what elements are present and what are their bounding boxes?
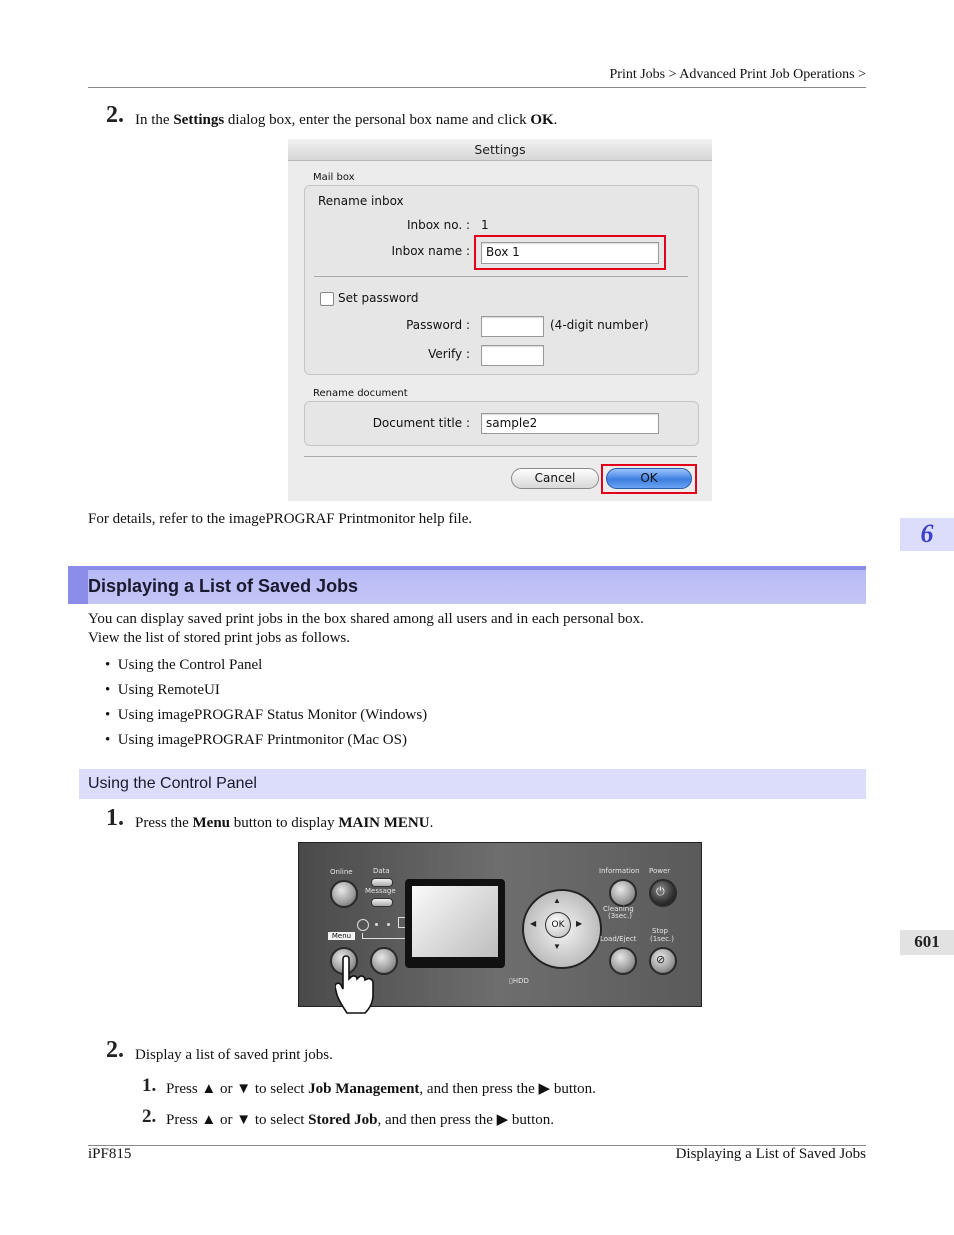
down-arrow-icon: ▼: [553, 942, 561, 951]
footer-model: iPF815: [88, 1146, 132, 1162]
inbox-name-field[interactable]: Box 1: [481, 242, 659, 264]
divider: [314, 276, 688, 277]
power-icon: ⏻: [656, 886, 665, 898]
section-title: Displaying a List of Saved Jobs: [88, 576, 359, 596]
settings-dialog: [288, 139, 712, 501]
step-text: In the Settings dialog box, enter the personal box name and click OK.: [135, 112, 558, 128]
password-label: Password :: [406, 318, 470, 332]
header-rule: [88, 87, 866, 88]
paragraph: You can display saved print jobs in the box shared among all users and in each personal box.: [88, 611, 644, 627]
step-number: 1.: [106, 805, 124, 831]
cleaning-label: Cleaning: [603, 905, 634, 913]
step-text: Display a list of saved print jobs.: [135, 1047, 333, 1063]
chapter-tab: [900, 518, 954, 551]
divider: [304, 456, 697, 457]
rename-inbox-label: Rename inbox: [318, 194, 404, 208]
bullet-item: • Using the Control Panel: [105, 657, 263, 673]
footer-section: Displaying a List of Saved Jobs: [675, 1146, 866, 1162]
inbox-no-value: 1: [481, 218, 489, 232]
verify-field[interactable]: [481, 345, 544, 366]
verify-label: Verify :: [428, 347, 470, 361]
mailbox-group-label: Mail box: [313, 172, 355, 183]
cancel-button[interactable]: Cancel: [511, 468, 599, 489]
stop-sub-label: (1sec.): [650, 935, 674, 943]
pointing-hand-icon: [335, 955, 391, 1017]
inbox-name-label: Inbox name :: [391, 244, 470, 258]
rename-document-group-label: Rename document: [313, 388, 408, 399]
online-button: [330, 880, 358, 908]
cleaning-sub-label: (3sec.): [608, 912, 632, 920]
stop-icon: ⊘: [656, 954, 666, 966]
substep-number: 2.: [142, 1106, 157, 1127]
message-led: [371, 898, 393, 907]
right-arrow-icon: ▶: [576, 919, 583, 928]
load-eject-button: [609, 947, 637, 975]
substep-text: Press ▲ or ▼ to select Stored Job, and then press the ▶ button.: [166, 1112, 555, 1128]
substep-text: Press ▲ or ▼ to select Job Management, and then press the ▶ button.: [166, 1081, 596, 1097]
data-label: Data: [373, 867, 390, 875]
load-eject-label: Load/Eject: [600, 935, 637, 943]
step-number: 2.: [106, 102, 124, 128]
message-label: Message: [365, 887, 396, 895]
bullet-item: • Using RemoteUI: [105, 682, 220, 698]
bullet-item: • Using imagePROGRAF Status Monitor (Windows): [105, 707, 428, 723]
bracket-line: [362, 933, 406, 939]
indicator-dot: [375, 923, 378, 926]
data-led: [371, 878, 393, 887]
lcd-screen: [412, 886, 498, 957]
page-number: 601: [914, 932, 940, 951]
hdd-label: ▯HDD: [509, 977, 529, 985]
media-icon: [357, 919, 369, 931]
highlight-box: [601, 464, 697, 494]
menu-label: Menu: [331, 932, 352, 940]
left-arrow-icon: ◀: [530, 919, 537, 928]
paragraph: View the list of stored print jobs as follows.: [88, 630, 350, 646]
inbox-no-label: Inbox no. :: [406, 218, 470, 232]
substep-number: 1.: [142, 1075, 157, 1096]
control-panel-image: [298, 842, 702, 1007]
page-number-tab: [900, 930, 954, 955]
set-password-label: Set password: [338, 291, 419, 305]
password-hint: (4-digit number): [550, 318, 649, 332]
information-button: [609, 879, 637, 907]
details-text: For details, refer to the imagePROGRAF Printmonitor help file.: [88, 511, 473, 527]
information-label: Information: [599, 867, 640, 875]
document-title-label: Document title :: [372, 416, 470, 430]
dialog-title: Settings: [288, 139, 712, 161]
online-label: Online: [330, 868, 353, 876]
breadcrumb: Print Jobs > Advanced Print Job Operations >: [609, 67, 866, 82]
highlight-box: [474, 235, 666, 270]
ok-button[interactable]: OK: [606, 468, 692, 489]
indicator-dot: [387, 923, 390, 926]
step-text: Press the Menu button to display MAIN MENU.: [135, 815, 434, 831]
stop-label: Stop: [652, 927, 668, 935]
set-password-checkbox[interactable]: [320, 292, 334, 306]
subsection-title: Using the Control Panel: [88, 775, 257, 792]
bullet-item: • Using imagePROGRAF Printmonitor (Mac OS): [105, 732, 407, 748]
ok-key: OK: [545, 912, 571, 938]
password-field[interactable]: [481, 316, 544, 337]
step-number: 2.: [106, 1037, 124, 1063]
up-arrow-icon: ▲: [553, 896, 561, 905]
document-title-field[interactable]: sample2: [481, 413, 659, 434]
power-label: Power: [649, 867, 671, 875]
chapter-number: 6: [920, 519, 934, 548]
heading-accent: [68, 570, 88, 604]
